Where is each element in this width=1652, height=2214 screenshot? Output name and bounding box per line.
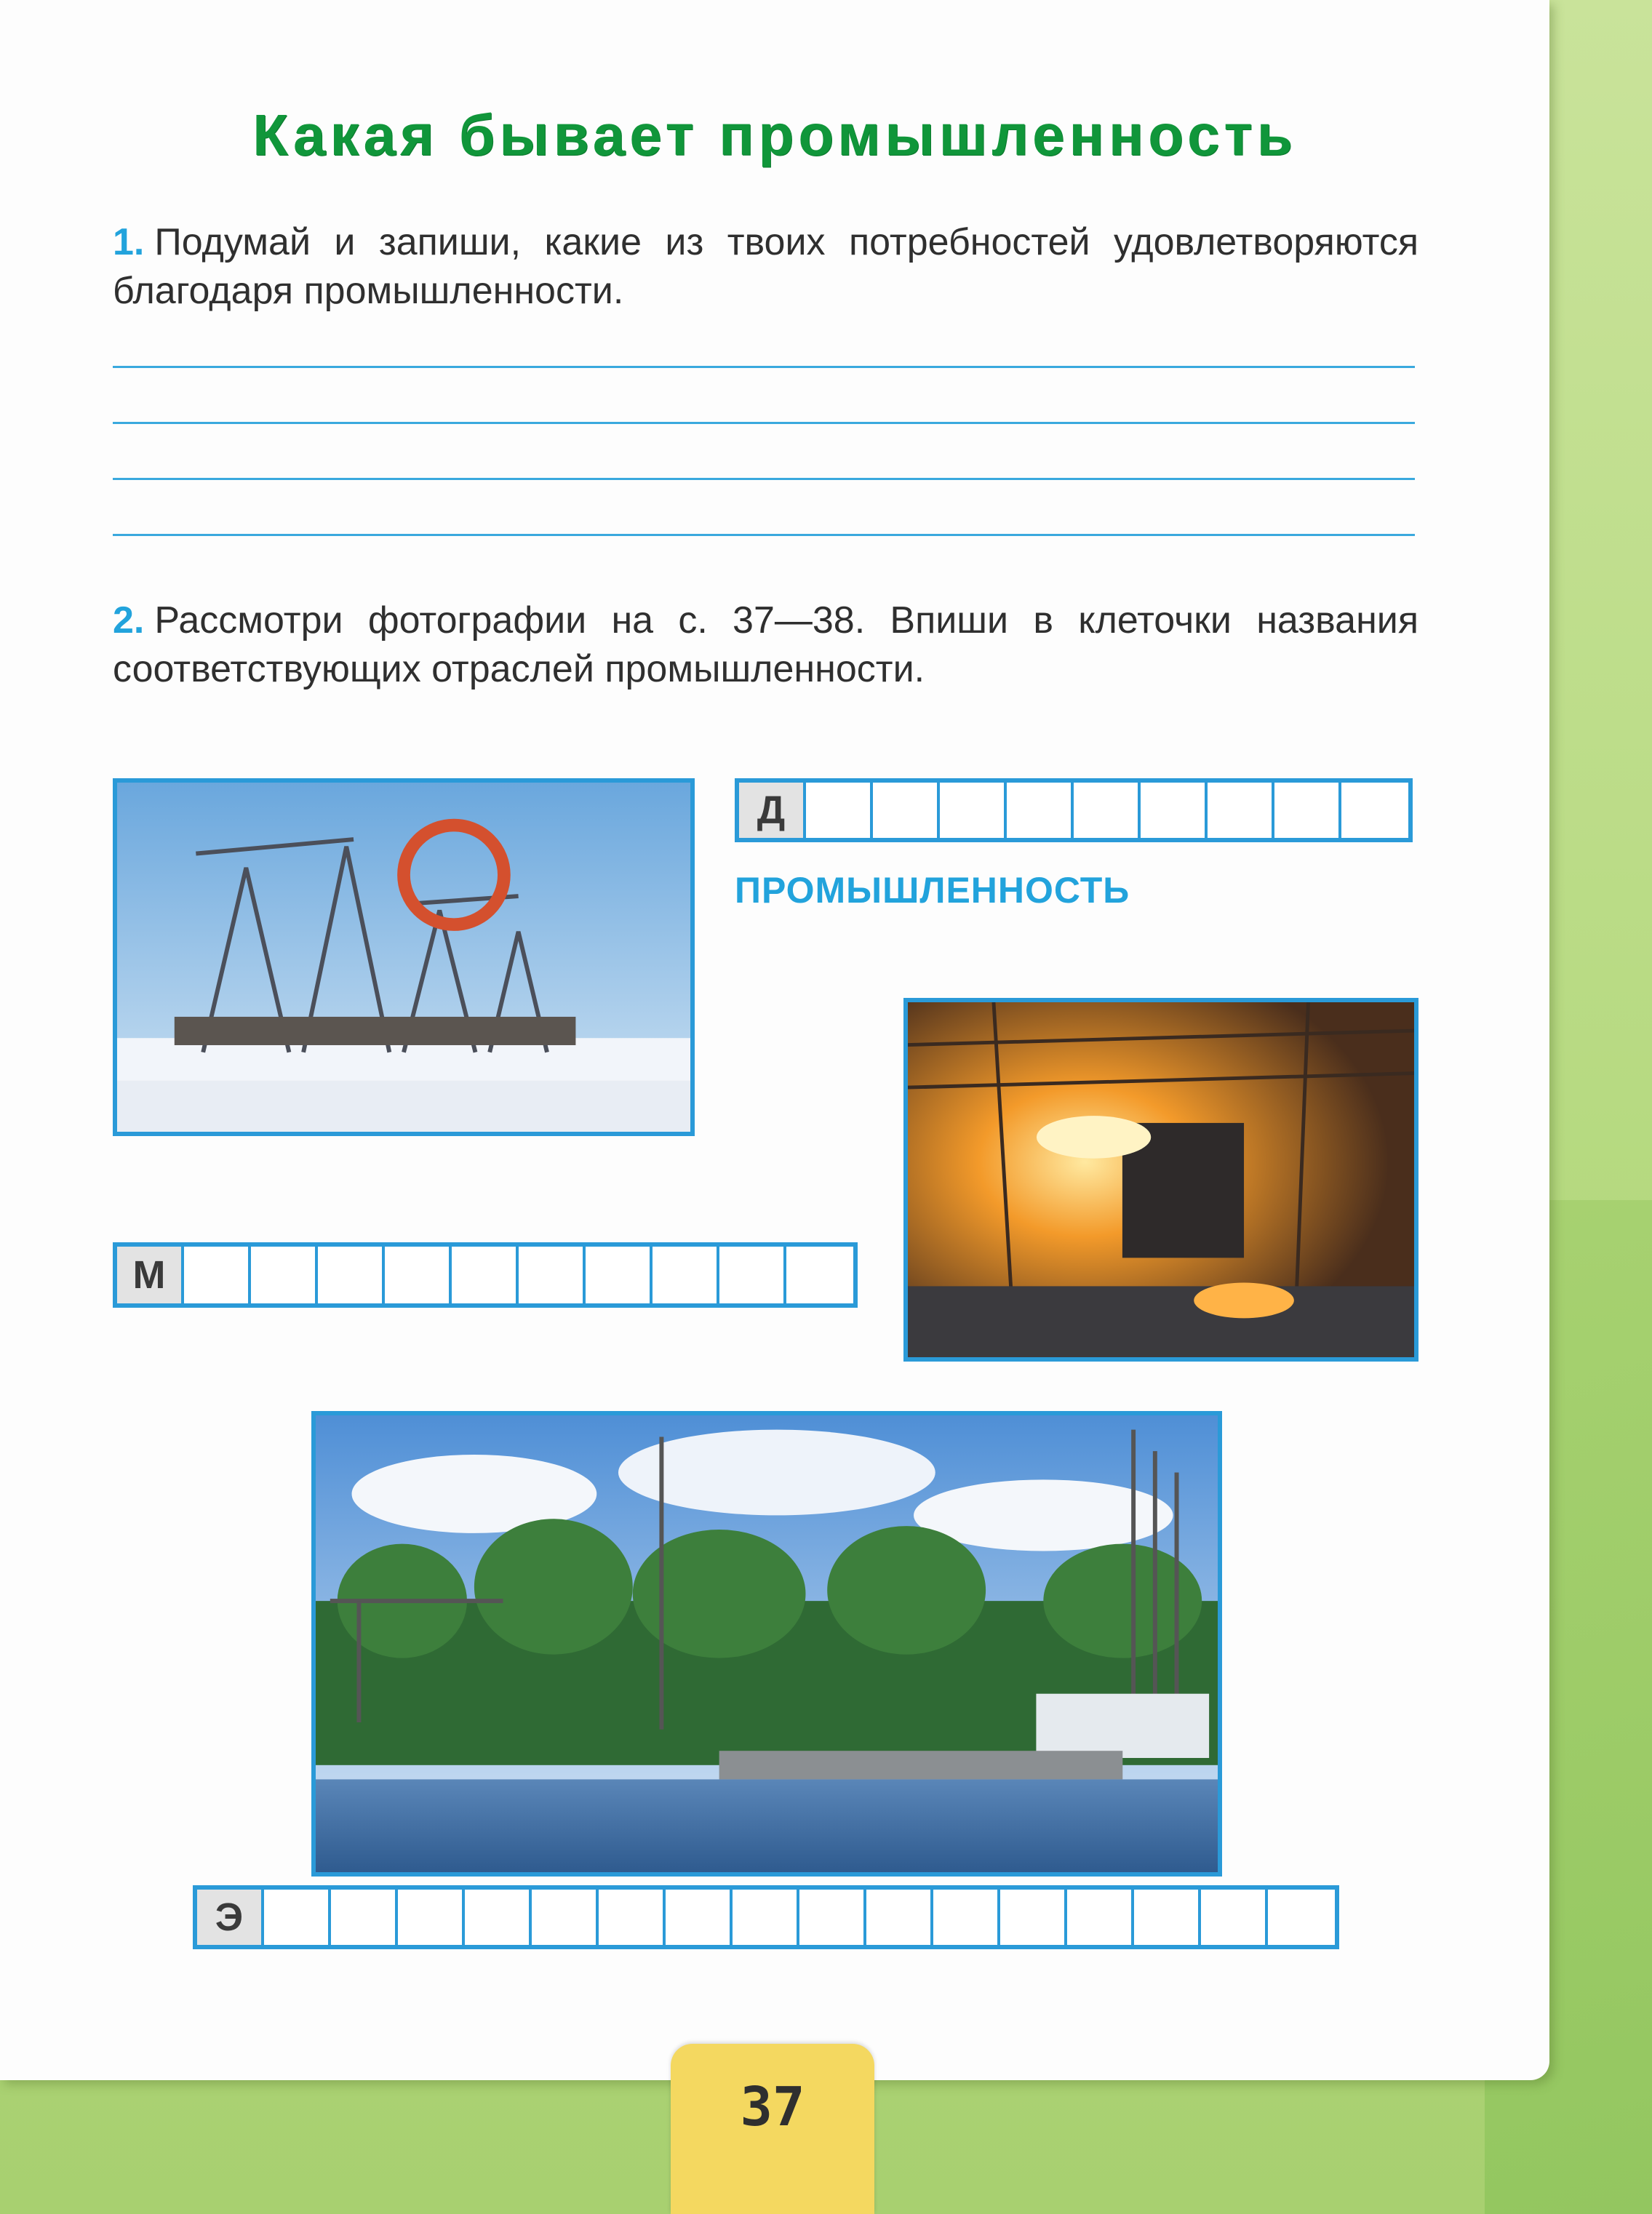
grid-cell[interactable] xyxy=(184,1247,251,1303)
grid-cell[interactable] xyxy=(873,783,940,838)
grid-cell[interactable] xyxy=(385,1247,452,1303)
task-2-number: 2. xyxy=(113,599,145,642)
energy-answer-grid[interactable] xyxy=(193,1885,1339,1949)
grid-cell[interactable] xyxy=(398,1890,465,1945)
grid-letter-cell: М xyxy=(117,1247,184,1303)
grid-cell[interactable] xyxy=(1208,783,1274,838)
answer-line[interactable] xyxy=(113,366,1415,368)
grid-cell[interactable] xyxy=(1074,783,1141,838)
grid-cell[interactable] xyxy=(264,1890,331,1945)
grid-cell[interactable] xyxy=(1007,783,1074,838)
grid-cell[interactable] xyxy=(940,783,1007,838)
task-2-text: Рассмотри фотографии на с. 37—38. Впиши в клеточки названия соответствующих отраслей промышленности. xyxy=(113,599,1418,690)
oil-answer-grid[interactable] xyxy=(735,778,1413,842)
grid-cell[interactable] xyxy=(1201,1890,1268,1945)
grid-cell[interactable] xyxy=(586,1247,653,1303)
steel-plant-photo xyxy=(903,998,1418,1362)
answer-line[interactable] xyxy=(113,534,1415,536)
grid-cell[interactable] xyxy=(251,1247,318,1303)
grid-cell[interactable] xyxy=(799,1890,866,1945)
grid-cell[interactable] xyxy=(933,1890,1000,1945)
grid-cell[interactable] xyxy=(599,1890,666,1945)
grid-cell[interactable] xyxy=(1067,1890,1134,1945)
grid-cell[interactable] xyxy=(719,1247,786,1303)
grid-cell[interactable] xyxy=(318,1247,385,1303)
grid-cell[interactable] xyxy=(1141,783,1208,838)
grid-cell[interactable] xyxy=(452,1247,519,1303)
grid-cell[interactable] xyxy=(666,1890,733,1945)
grid-cell[interactable] xyxy=(733,1890,799,1945)
grid-letter-cell: Э xyxy=(197,1890,264,1945)
grid-cell[interactable] xyxy=(786,1247,853,1303)
grid-cell[interactable] xyxy=(532,1890,599,1945)
task-1-text: Подумай и запиши, какие из твоих потребностей удовлетворяются благодаря промышленности. xyxy=(113,221,1418,312)
grid-letter-cell: Д xyxy=(739,783,806,838)
grid-cell[interactable] xyxy=(1134,1890,1201,1945)
grid-cell[interactable] xyxy=(331,1890,398,1945)
grid-cell[interactable] xyxy=(806,783,873,838)
metal-answer-grid[interactable] xyxy=(113,1242,858,1308)
grid-cell[interactable] xyxy=(653,1247,719,1303)
page-title: Какая бывает промышленность xyxy=(252,103,1297,167)
grid-cell[interactable] xyxy=(1341,783,1408,838)
page-number-tab xyxy=(671,2044,874,2214)
page-number: 37 xyxy=(740,2076,805,2138)
grid-cell[interactable] xyxy=(1268,1890,1335,1945)
task-1-number: 1. xyxy=(113,221,145,263)
task-1 xyxy=(113,218,1418,316)
grid-cell[interactable] xyxy=(1000,1890,1067,1945)
grid-cell[interactable] xyxy=(866,1890,933,1945)
grid-cell[interactable] xyxy=(1274,783,1341,838)
answer-line[interactable] xyxy=(113,422,1415,424)
answer-line[interactable] xyxy=(113,478,1415,480)
task-2 xyxy=(113,596,1418,694)
power-substation-photo xyxy=(311,1411,1222,1877)
grid-cell[interactable] xyxy=(465,1890,532,1945)
oil-pumpjacks-photo xyxy=(113,778,695,1136)
industry-suffix-label: ПРОМЫШЛЕННОСТЬ xyxy=(735,870,1130,911)
grid-cell[interactable] xyxy=(519,1247,586,1303)
